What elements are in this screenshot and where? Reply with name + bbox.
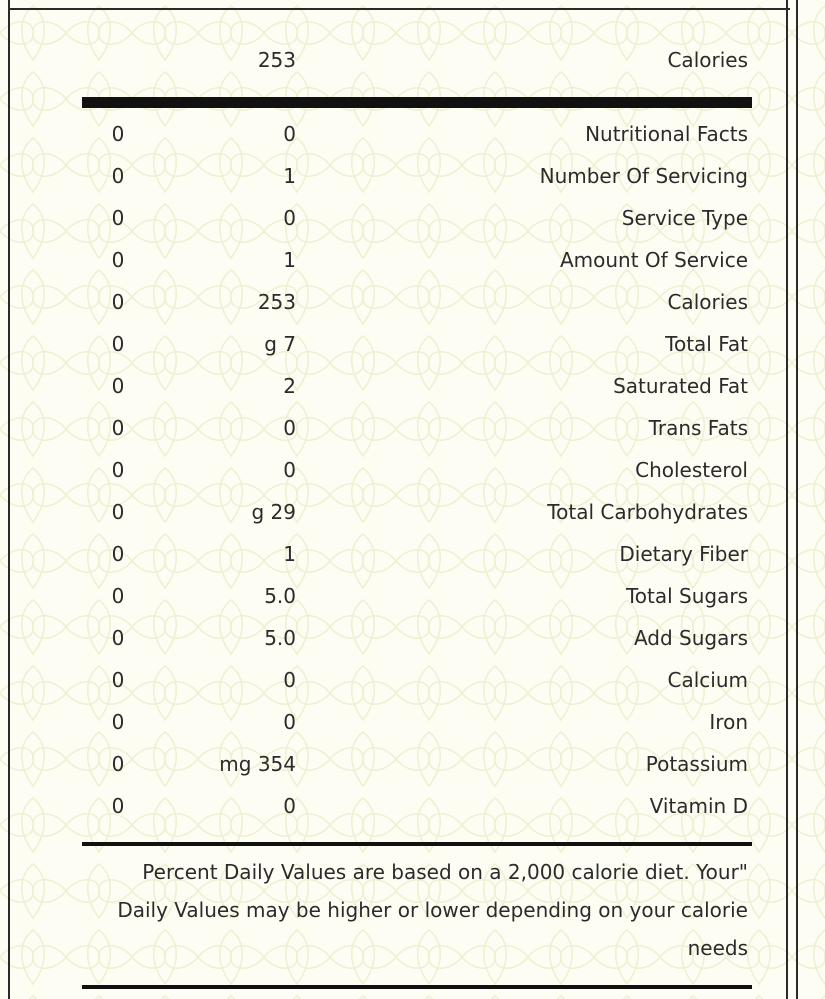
nutrient-label: Add Sugars [633, 626, 748, 650]
table-row [0, 238, 825, 280]
nutrient-amount: 1 [283, 248, 296, 272]
table-row [0, 448, 825, 490]
table-row [0, 532, 825, 574]
nutrient-amount: 0 [283, 668, 296, 692]
frame-top-edge [8, 8, 790, 10]
daily-value-percent: 0 [111, 206, 125, 230]
thick-divider [82, 97, 752, 108]
nutrient-label: Cholesterol [635, 458, 748, 482]
nutrient-amount: 253 [257, 290, 296, 314]
table-row [0, 280, 825, 322]
header-calories-label: Calories [667, 48, 748, 72]
daily-value-percent: 0 [111, 500, 125, 524]
daily-value-percent: 0 [111, 752, 125, 776]
nutrient-label: Amount Of Service [559, 248, 748, 272]
nutrient-amount: 0 [283, 206, 296, 230]
daily-value-percent: 0 [111, 374, 125, 398]
table-row [0, 364, 825, 406]
nutrient-amount: mg 354 [219, 752, 296, 776]
table-row [0, 196, 825, 238]
nutrient-label: Vitamin D [649, 794, 748, 818]
divider-above-footnote [82, 842, 752, 846]
nutrient-amount: 0 [283, 794, 296, 818]
nutrient-label: Service Type [621, 206, 748, 230]
nutrient-label: Trans Fats [648, 416, 748, 440]
daily-value-percent: 0 [111, 458, 125, 482]
divider-bottom [82, 985, 752, 989]
nutrient-label: Calories [667, 290, 748, 314]
daily-value-percent: 0 [111, 710, 125, 734]
nutrient-label: Iron [709, 710, 748, 734]
nutrient-amount: g 29 [251, 500, 296, 524]
nutrient-amount: 0 [283, 710, 296, 734]
table-row [0, 658, 825, 700]
nutrient-label: Saturated Fat [613, 374, 748, 398]
nutrient-label: Total Carbohydrates [547, 500, 748, 524]
table-row [0, 784, 825, 826]
nutrient-amount: 5.0 [264, 626, 296, 650]
table-row [0, 574, 825, 616]
daily-value-percent: 0 [111, 248, 125, 272]
nutrient-label: Dietary Fiber [619, 542, 748, 566]
nutrient-label: Calcium [667, 668, 748, 692]
daily-value-percent: 0 [111, 164, 125, 188]
table-row [0, 154, 825, 196]
daily-value-percent: 0 [111, 122, 125, 146]
nutrient-amount: 5.0 [264, 584, 296, 608]
nutrient-table [0, 112, 825, 826]
nutrient-amount: 0 [283, 122, 296, 146]
calories-header-row [0, 40, 825, 82]
nutrient-label: Total Sugars [625, 584, 748, 608]
daily-value-percent: 0 [111, 794, 125, 818]
nutrient-label: Potassium [645, 752, 748, 776]
table-row [0, 616, 825, 658]
daily-value-percent: 0 [111, 290, 125, 314]
table-row [0, 742, 825, 784]
daily-value-percent: 0 [111, 668, 125, 692]
nutrient-amount: 0 [283, 458, 296, 482]
daily-value-percent: 0 [111, 416, 125, 440]
nutrient-amount: 0 [283, 416, 296, 440]
daily-value-percent: 0 [111, 542, 125, 566]
table-row [0, 112, 825, 154]
daily-value-percent: 0 [111, 332, 125, 356]
nutrient-amount: 1 [283, 164, 296, 188]
header-calories-value: 253 [257, 48, 296, 72]
table-row [0, 322, 825, 364]
nutrient-label: Nutritional Facts [585, 122, 748, 146]
nutrient-label: Number Of Servicing [539, 164, 748, 188]
daily-value-percent: 0 [111, 626, 125, 650]
nutrient-label: Total Fat [665, 332, 748, 356]
nutrient-amount: g 7 [264, 332, 296, 356]
nutrient-amount: 2 [283, 374, 296, 398]
nutrient-amount: 1 [283, 542, 296, 566]
daily-values-footnote: Percent Daily Values are based on a 2,000 calorie diet. Your" Daily Values may be higher or lower depending on your calorie needs [117, 860, 748, 960]
table-row [0, 490, 825, 532]
daily-value-percent: 0 [111, 584, 125, 608]
table-row [0, 406, 825, 448]
table-row [0, 700, 825, 742]
